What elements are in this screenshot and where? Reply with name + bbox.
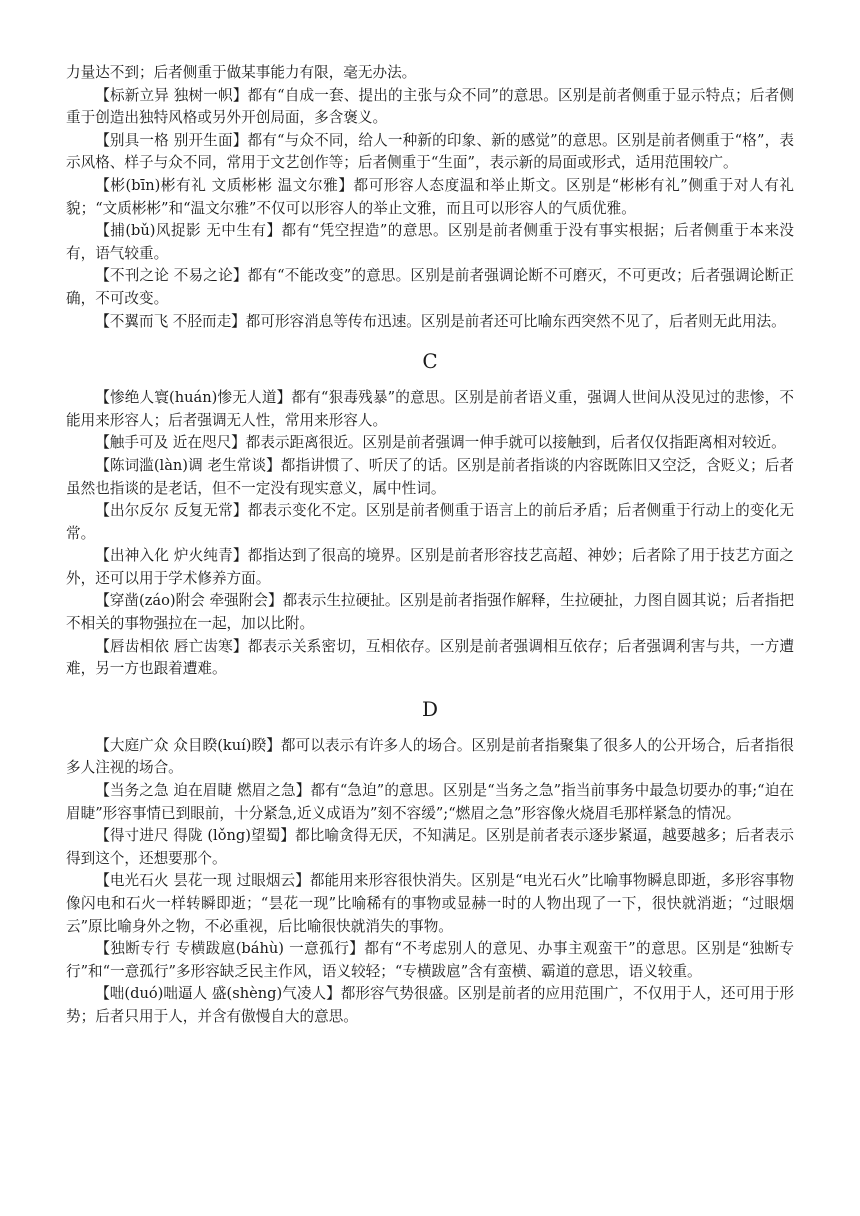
entry-term: 【出尔反尔 反复无常】 (95, 502, 248, 520)
entry-description: 都表示生拉硬扯。区别是前者指强作解释，生拉硬扯，力图自圆其说；后者指把不相关的事物强拉在一起，加以比附。 (66, 592, 794, 633)
entry-description: 都指讲惯了、听厌了的话。区别是前者指谈的内容既陈旧又空泛，含贬义；后者虽然也指谈的是老话，但不一定没有现实意义，属中性词。 (66, 456, 794, 497)
entry-description: 都可形容人态度温和举止斯文。区别是“彬彬有礼”侧重于对人有礼貌；“文质彬彬”和“温文尔雅”不仅可以形容人的举止文雅，而且可以形容人的气质优雅。 (66, 176, 794, 217)
entry-chunchixiangyi (66, 636, 794, 681)
entry-description: 都有“不能改变”的意思。区别是前者强调论断不可磨灭，不可更改；后者强调论断正确，不可改变。 (66, 267, 794, 307)
entry-description: 都有“自成一套、提出的主张与众不同”的意思。区别是前者侧重于显示特点；后者侧重于创造出独特风格或另外开创局面，多含褒义。 (66, 86, 794, 127)
entry-buyierfei (66, 311, 794, 334)
entry-binbinyouli (66, 175, 794, 220)
entry-chencilandiao (66, 455, 794, 500)
entry-term: 【标新立异 独树一帜】 (95, 86, 248, 104)
entry-term: 【咄(duó)咄逼人 盛(shèng)气凌人】 (95, 985, 341, 1003)
entry-biejuyige (66, 130, 794, 175)
entry-term: 【电光石火 昙花一现 过眼烟云】 (95, 872, 310, 890)
entry-term: 【当务之急 迫在眉睫 燃眉之急】 (95, 782, 311, 800)
entry-description: 都表示关系密切，互相依存。区别是前者强调相互依存；后者强调利害与共，一方遭难，另一方也跟着遭难。 (66, 637, 794, 678)
entry-description: 都能用来形容很快消失。区别是“电光石火”比喻事物瞬息即逝，多形容事物像闪电和石火一样转瞬即逝；“昙花一现”比喻稀有的事物或显赫一时的人物出现了一下，很快就消逝；“过眼烟云”原比喻身外之物，不必重视，后比喻很快就消失的事物。 (66, 872, 794, 935)
entry-description: 都可以表示有许多人的场合。区别是前者指聚集了很多人的公开场合，后者指很多人注视的场合。 (66, 736, 794, 777)
entry-description: 都表示距离很近。区别是前者强调一伸手就可以接触到，后者仅仅指距离相对较近。 (245, 434, 786, 452)
entry-chushenruhua (66, 545, 794, 590)
entry-description: 都有“与众不同，给人一种新的印象、新的感觉”的意思。区别是前者侧重于“格”，表示风格、样子与众不同，常用于文艺创作等；后者侧重于“生面”，表示新的局面或形式，适用范围较广。 (66, 131, 795, 172)
entry-decunjinchi (66, 825, 794, 870)
entry-chushoukeji (66, 432, 794, 455)
entry-description: 都指达到了很高的境界。区别是前者形容技艺高超、神妙；后者除了用于技艺方面之外，还可以用于学术修养方面。 (66, 547, 794, 587)
entry-term: 【出神入化 炉火纯青】 (95, 547, 248, 565)
entry-canjuerenhuan (66, 387, 794, 432)
entry-term: 【触手可及 近在咫尺】 (95, 434, 246, 452)
entry-term: 【唇齿相依 唇亡齿寒】 (95, 637, 248, 655)
continuation-paragraph: 力量达不到；后者侧重于做某事能力有限，毫无办法。 (66, 64, 417, 81)
entry-term: 【彬(bīn)彬有礼 文质彬彬 温文尔雅】 (95, 176, 354, 194)
entry-chuanzaofuhui (66, 590, 794, 635)
entry-chuerfaner (66, 500, 794, 545)
entry-description: 都有“凭空捏造”的意思。区别是前者侧重于没有事实根据；后者侧重于本来没有，语气较重。 (66, 222, 794, 262)
entry-term: 【得寸进尺 得陇 (lǒng)望蜀】 (95, 827, 296, 845)
entry-bukanzhilun (66, 265, 794, 310)
entry-dangwuzhiji (66, 780, 794, 825)
entry-description: 都有“急迫”的意思。区别是“当务之急”指当前事务中最急切要办的事;“迫在眉睫”形容事情已到眼前，十分紧急,近义成语为”刻不容缓”;“燃眉之急”形容像火烧眉毛那样紧急的情况。 (66, 782, 794, 822)
entry-term: 【陈词滥(làn)调 老生常谈】 (95, 456, 281, 474)
entry-description: 都形容气势很盛。区别是前者的应用范围广，不仅用于人，还可用于形势；后者只用于人，并含有傲慢自大的意思。 (66, 985, 794, 1025)
section-heading-d: D (421, 696, 439, 721)
entry-dianguangshihuo (66, 870, 794, 938)
section-heading-c: C (422, 349, 438, 374)
entry-biaoxin (66, 85, 794, 130)
entry-term: 【惨绝人寰(huán)惨无人道】 (95, 389, 292, 407)
entry-bufengzhuoying (66, 220, 794, 265)
entry-duduanzhuanxing (66, 938, 794, 983)
entry-description: 都比喻贪得无厌，不知满足。区别是前者表示逐步紧逼，越要越多；后者表示得到这个，还想要那个。 (66, 827, 794, 867)
entry-description: 都可形容消息等传布迅速。区别是前者还可比喻东西突然不见了，后者则无此用法。 (245, 312, 786, 330)
entry-term: 【别具一格 别开生面】 (95, 131, 248, 149)
entry-term: 【不刊之论 不易之论】 (95, 267, 248, 285)
entry-term: 【独断专行 专横跋扈(báhù) 一意孤行】 (95, 940, 365, 958)
entry-datingguangzhong (66, 735, 794, 780)
entry-term: 【捕(bǔ)风捉影 无中生有】 (95, 222, 282, 240)
entry-description: 都表示变化不定。区别是前者侧重于语言上的前后矛盾；后者侧重于行动上的变化无常。 (66, 502, 794, 542)
entry-duoduobiren (66, 983, 794, 1028)
entry-term: 【不翼而飞 不胫而走】 (95, 312, 246, 330)
entry-description: 都有“狠毒残暴”的意思。区别是前者语义重，强调人世间从没见过的悲惨，不能用来形容人；后者强调无人性，常用来形容人。 (66, 389, 794, 429)
entry-description: 都有“不考虑别人的意见、办事主观蛮干”的意思。区别是“独断专行”和“一意孤行”多形容缺乏民主作风，语义较轻；“专横跋扈”含有蛮横、霸道的意思，语义较重。 (66, 940, 794, 980)
entry-term: 【大庭广众 众目睽(kuí)睽】 (95, 736, 281, 754)
entry-term: 【穿凿(záo)附会 牵强附会】 (95, 592, 283, 610)
